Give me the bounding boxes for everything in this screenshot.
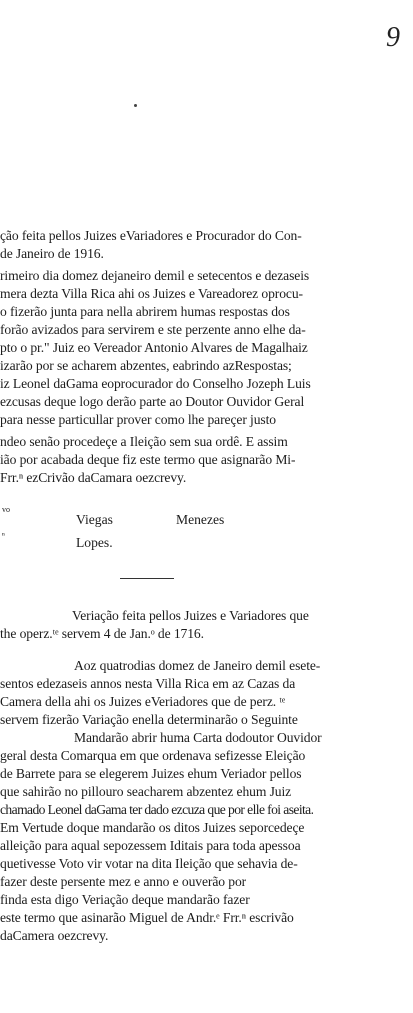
act-line: daCamera oezcrevy. [0, 928, 109, 943]
signature-fragment: ⁿ [2, 530, 5, 540]
act-line: o fizerão junta para nella abrirem humas respostas dos [0, 304, 290, 319]
act-line: este termo que asinarão Miguel de Andr.ᵉ Frr.ⁿ escrivão [0, 910, 294, 925]
page-number: 9 [386, 22, 400, 53]
act-line: de Barrete para se elegerem Juizes ehum Veriador pellos [0, 766, 302, 781]
act-title-line: the operz.ᵗᵉ servem 4 de Jan.ᵒ de 1716. [0, 626, 204, 641]
act-line: sentos edezaseis annos nesta Villa Rica em az Cazas da [0, 676, 296, 691]
signature-menezes: Menezes [176, 512, 225, 527]
act-line: izarão por se acharem abzentes, eabrindo azRespostas; [0, 358, 292, 373]
act-line: fazer deste persente mez e anno e ouverão por [0, 874, 247, 889]
act-line: forão avizados para servirem e ste perzente anno elhe da- [0, 322, 306, 337]
act-line: Frr.ⁿ ezCrivão daCamara oezcrevy. [0, 470, 187, 485]
act-line: ezcusas deque logo derão parte ao Doutor Ouvidor Geral [0, 394, 305, 409]
act-title-line: Veriação feita pellos Juizes e Variadores que [72, 608, 309, 623]
act-line: ndeo senão procedeçe a Ileição sem sua ordê. E assim [0, 434, 288, 449]
act-line: ção feita pellos Juizes eVariadores e Procurador do Con- [0, 228, 302, 243]
act-line: ião por acabada deque fiz este termo que asignarão Mi- [0, 452, 296, 467]
act-line: que sahirão no pillouro seacharem abzentez ehum Juiz [0, 784, 292, 799]
act-line: Aoz quatrodias domez de Janeiro demil esete- [74, 658, 321, 673]
act-line: de Janeiro de 1916. [0, 246, 104, 261]
act-line: iz Leonel daGama eoprocurador do Conselho Jozeph Luis [0, 376, 311, 391]
act-line: rimeiro dia domez dejaneiro demil e setecentos e dezaseis [0, 268, 310, 283]
act-line: Em Vertude doque mandarão os ditos Juizes seporcedeçe [0, 820, 305, 835]
act-line: Mandarão abrir huma Carta dodoutor Ouvidor [74, 730, 322, 745]
section-divider [120, 578, 174, 579]
act-line: chamado Leonel daGama ter dado ezcuza que por elle foi aseita. [0, 802, 314, 817]
act-line: finda esta digo Veriação deque mandarão fazer [0, 892, 250, 907]
act-line: alleição para aqual sepozessem Iditais para toda apessoa [0, 838, 301, 853]
act-line: geral desta Comarqua em que ordenava sefizesse Eleição [0, 748, 306, 763]
signature-fragment: vo [2, 505, 10, 514]
signature-viegas: Viegas [76, 512, 113, 527]
signature-lopes: Lopes. [76, 535, 113, 550]
act-line: quetivesse Voto vir votar na dita Ileição que sehavia de- [0, 856, 298, 871]
act-line: servem fizerão Variação enella determinarão o Seguinte [0, 712, 298, 727]
act-line: mera dezta Villa Rica ahi os Juizes e Vareadorez oprocu- [0, 286, 303, 301]
ink-speck [134, 104, 137, 107]
act-line: para nesse particullar prover como lhe pareçer justo [0, 412, 276, 427]
act-line: Camera della ahi os Juizes eVeriadores que de perz. ᵗᵉ [0, 694, 286, 709]
act-line: pto o pr." Juiz eo Vereador Antonio Alvares de Magalhaiz [0, 340, 308, 355]
